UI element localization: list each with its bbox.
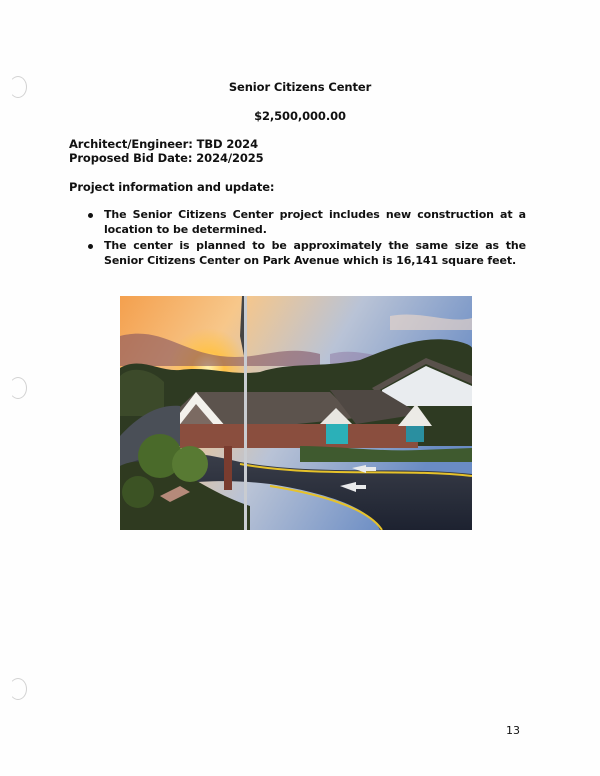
punch-hole-bottom xyxy=(9,678,27,700)
project-info-list xyxy=(88,208,526,270)
bullet-item: The Senior Citizens Center project includes new construction at a location to be determined. xyxy=(88,208,526,237)
senior-center-photo xyxy=(120,296,472,530)
bid-date-line: Proposed Bid Date: 2024/2025 xyxy=(69,151,264,165)
punch-hole-middle xyxy=(9,377,27,399)
page-number: 13 xyxy=(506,724,520,737)
project-amount: $2,500,000.00 xyxy=(254,109,346,123)
architect-line: Architect/Engineer: TBD 2024 xyxy=(69,137,258,151)
bullet-item: The center is planned to be approximately the same size as the Senior Citizens Center on Park Avenue which is 16,141 square feet. xyxy=(88,239,526,268)
section-heading: Project information and update: xyxy=(69,180,275,194)
document-title: Senior Citizens Center xyxy=(228,80,372,94)
